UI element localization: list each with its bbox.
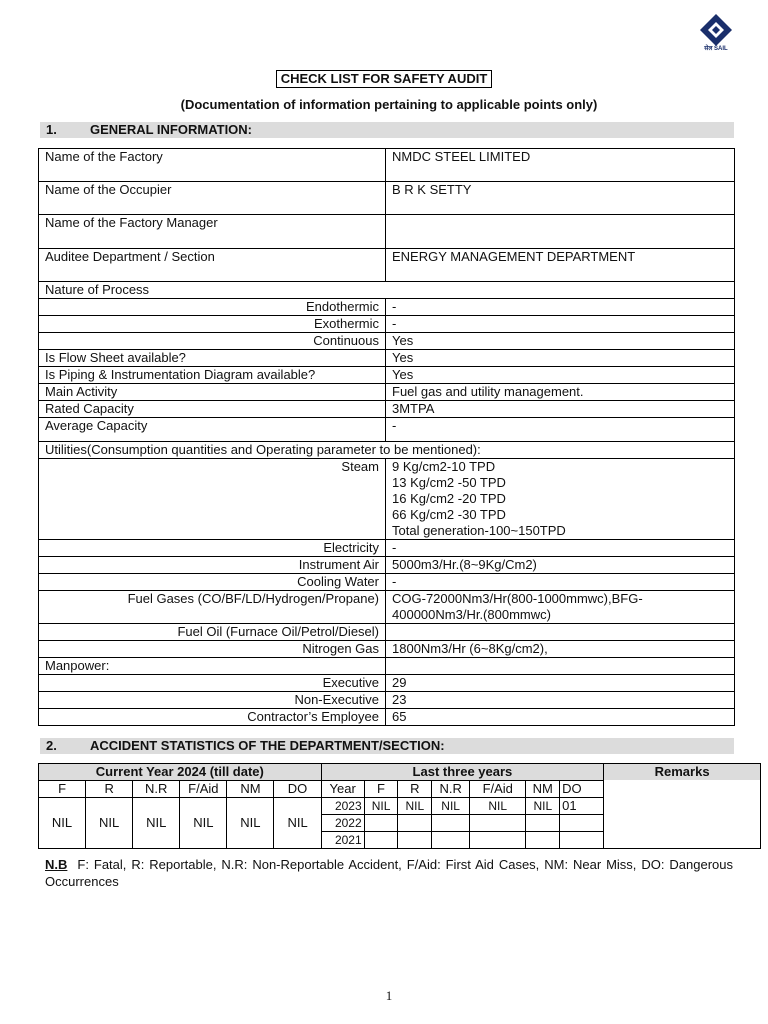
footnote-label: N.B [45, 857, 68, 872]
current-do: NIL [274, 798, 321, 849]
col-r: R [86, 781, 133, 798]
steam-value: 9 Kg/cm2-10 TPD 13 Kg/cm2 -50 TPD 16 Kg/cm2 -20 TPD 66 Kg/cm2 -30 TPD Total generation-100~150TPD [386, 459, 735, 540]
table-row [39, 384, 735, 401]
electricity-label: Electricity [39, 540, 386, 557]
col-do: DO [560, 781, 604, 798]
table-row [39, 182, 735, 215]
footnote-text: F: Fatal, R: Reportable, N.R: Non-Reportable Accident, F/Aid: First Aid Cases, NM: Near Miss, DO: Dangerous Occurrences [45, 857, 733, 889]
auditee-value: ENERGY MANAGEMENT DEPARTMENT [386, 249, 735, 282]
flowsheet-label: Is Flow Sheet available? [39, 350, 386, 367]
table-row [39, 249, 735, 282]
y2023-f: NIL [364, 798, 398, 815]
year-2023: 2023 [321, 798, 364, 815]
table-row [39, 591, 735, 624]
table-row [39, 574, 735, 591]
col-faid: F/Aid [470, 781, 526, 798]
continuous-label: Continuous [39, 333, 386, 350]
current-year-header: Current Year 2024 (till date) [39, 764, 322, 781]
main-activity-value: Fuel gas and utility management. [386, 384, 735, 401]
table-row [39, 350, 735, 367]
current-nr: NIL [133, 798, 180, 849]
table-row [39, 299, 735, 316]
y2023-nr: NIL [432, 798, 470, 815]
non-executive-value: 23 [386, 692, 735, 709]
table-row [39, 418, 735, 442]
steam-label: Steam [39, 459, 386, 540]
document-title: CHECK LIST FOR SAFETY AUDIT [0, 70, 768, 88]
table-row [39, 675, 735, 692]
col-f: F [364, 781, 398, 798]
instrument-air-value: 5000m3/Hr.(8~9Kg/Cm2) [386, 557, 735, 574]
current-faid: NIL [180, 798, 227, 849]
section-general-information: 1. GENERAL INFORMATION: [40, 122, 734, 138]
fuel-oil-value [386, 624, 735, 641]
pid-value: Yes [386, 367, 735, 384]
manpower-label: Manpower: [39, 658, 386, 675]
col-faid: F/Aid [180, 781, 227, 798]
electricity-value: - [386, 540, 735, 557]
year-2022: 2022 [321, 815, 364, 832]
table-row [39, 709, 735, 726]
executive-value: 29 [386, 675, 735, 692]
continuous-value: Yes [386, 333, 735, 350]
table-row [39, 442, 735, 459]
y2023-do: 01 [560, 798, 604, 815]
logo-text: सेल SAIL [704, 46, 728, 52]
contractor-value: 65 [386, 709, 735, 726]
table-row [39, 692, 735, 709]
exothermic-label: Exothermic [39, 316, 386, 333]
non-executive-label: Non-Executive [39, 692, 386, 709]
endothermic-value: - [386, 299, 735, 316]
year-2021: 2021 [321, 832, 364, 849]
occupier-label: Name of the Occupier [39, 182, 386, 215]
main-activity-label: Main Activity [39, 384, 386, 401]
current-r: NIL [86, 798, 133, 849]
table-row [39, 401, 735, 418]
nature-of-process-label: Nature of Process [39, 282, 735, 299]
accident-statistics-table [38, 763, 761, 849]
fuel-gases-label: Fuel Gases (CO/BF/LD/Hydrogen/Propane) [39, 591, 386, 624]
nitrogen-gas-label: Nitrogen Gas [39, 641, 386, 658]
remarks-header: Remarks [604, 764, 761, 849]
contractor-label: Contractor’s Employee [39, 709, 386, 726]
table-row [39, 764, 761, 781]
fuel-gases-value: COG-72000Nm3/Hr(800-1000mmwc),BFG- 400000Nm3/Hr.(800mmwc) [386, 591, 735, 624]
table-row [39, 540, 735, 557]
executive-label: Executive [39, 675, 386, 692]
last-three-years-header: Last three years [321, 764, 604, 781]
current-nm: NIL [227, 798, 274, 849]
footnote [45, 856, 733, 890]
page-number: 1 [385, 988, 393, 1003]
col-nr: N.R [133, 781, 180, 798]
y2023-nm: NIL [526, 798, 560, 815]
y2023-faid: NIL [470, 798, 526, 815]
occupier-value: B R K SETTY [386, 182, 735, 215]
rated-capacity-value: 3MTPA [386, 401, 735, 418]
exothermic-value: - [386, 316, 735, 333]
nitrogen-gas-value: 1800Nm3/Hr (6~8Kg/cm2), [386, 641, 735, 658]
table-row [39, 459, 735, 540]
section-accident-statistics: 2. ACCIDENT STATISTICS OF THE DEPARTMENT/SECTION: [40, 738, 734, 754]
table-row [39, 557, 735, 574]
general-information-table [38, 148, 735, 726]
table-row [39, 333, 735, 350]
col-nr: N.R [432, 781, 470, 798]
rated-capacity-label: Rated Capacity [39, 401, 386, 418]
col-r: R [398, 781, 432, 798]
table-row [39, 282, 735, 299]
manager-value [386, 215, 735, 249]
average-capacity-value: - [386, 418, 735, 442]
table-row [39, 658, 735, 675]
document-subtitle: (Documentation of information pertaining to applicable points only) [180, 97, 598, 112]
instrument-air-label: Instrument Air [39, 557, 386, 574]
table-row [39, 641, 735, 658]
col-nm: NM [227, 781, 274, 798]
y2023-r: NIL [398, 798, 432, 815]
pid-label: Is Piping & Instrumentation Diagram available? [39, 367, 386, 384]
factory-name-value: NMDC STEEL LIMITED [386, 149, 735, 182]
col-f: F [39, 781, 86, 798]
manager-label: Name of the Factory Manager [39, 215, 386, 249]
flowsheet-value: Yes [386, 350, 735, 367]
average-capacity-label: Average Capacity [39, 418, 386, 442]
auditee-label: Auditee Department / Section [39, 249, 386, 282]
table-row [39, 215, 735, 249]
col-do: DO [274, 781, 321, 798]
current-f: NIL [39, 798, 86, 849]
factory-name-label: Name of the Factory [39, 149, 386, 182]
cooling-water-value: - [386, 574, 735, 591]
table-row [39, 149, 735, 182]
col-nm: NM [526, 781, 560, 798]
table-row [39, 367, 735, 384]
cooling-water-label: Cooling Water [39, 574, 386, 591]
fuel-oil-label: Fuel Oil (Furnace Oil/Petrol/Diesel) [39, 624, 386, 641]
col-year: Year [321, 781, 364, 798]
endothermic-label: Endothermic [39, 299, 386, 316]
table-row [39, 624, 735, 641]
table-row [39, 316, 735, 333]
utilities-label: Utilities(Consumption quantities and Operating parameter to be mentioned): [39, 442, 735, 459]
